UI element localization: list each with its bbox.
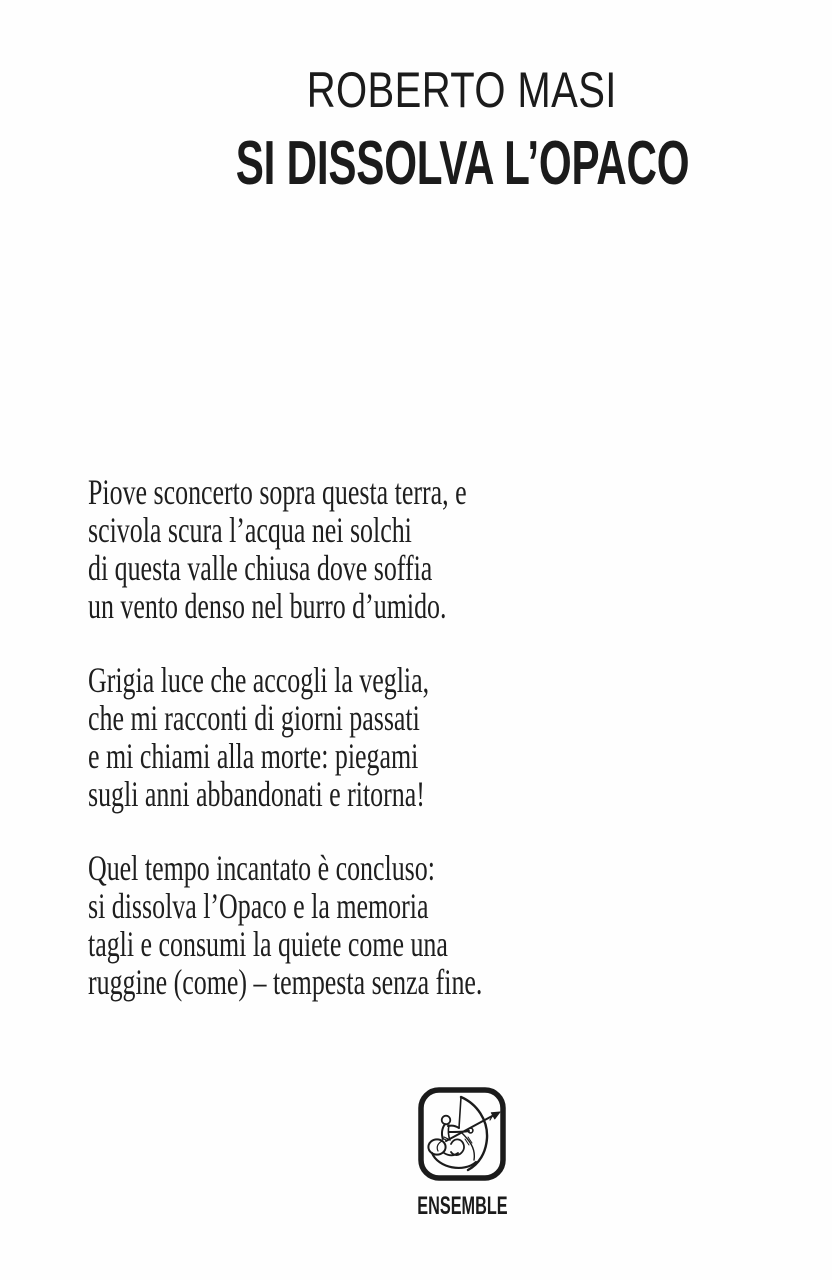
poem-line: di questa valle chiusa dove soffia bbox=[88, 548, 433, 588]
poem-line: tagli e consumi la quiete come una bbox=[88, 924, 448, 964]
author-name: ROBERTO MASI bbox=[306, 62, 618, 118]
poem-line: un vento denso nel burro d’umido. bbox=[88, 586, 447, 626]
poem-line: Grigia luce che accogli la veglia, bbox=[88, 660, 430, 700]
poem-line: ruggine (come) – tempesta senza fine. bbox=[88, 962, 483, 1002]
poem-line: si dissolva l’Opaco e la memoria bbox=[88, 886, 429, 926]
stanza bbox=[88, 849, 563, 1001]
author-row bbox=[0, 62, 832, 118]
poem-line: Quel tempo incantato è concluso: bbox=[88, 848, 435, 888]
publisher-row bbox=[0, 1194, 832, 1219]
book-title: SI DISSOLVA L’OPACO bbox=[235, 129, 689, 198]
archer-icon bbox=[418, 1087, 506, 1181]
poem-line: e mi chiami alla morte: piegami bbox=[88, 736, 419, 776]
poem bbox=[88, 473, 563, 1037]
poem-line: sugli anni abbandonati e ritorna! bbox=[88, 774, 425, 814]
publisher-logo bbox=[0, 1087, 832, 1181]
poem-line: che mi racconti di giorni passati bbox=[88, 698, 420, 738]
poem-line: Piove sconcerto sopra questa terra, e bbox=[88, 472, 467, 512]
stanza bbox=[88, 473, 563, 625]
publisher-name: ENSEMBLE bbox=[416, 1192, 508, 1220]
poem-line: scivola scura l’acqua nei solchi bbox=[88, 510, 412, 550]
title-row bbox=[0, 129, 832, 198]
stanza bbox=[88, 661, 563, 813]
